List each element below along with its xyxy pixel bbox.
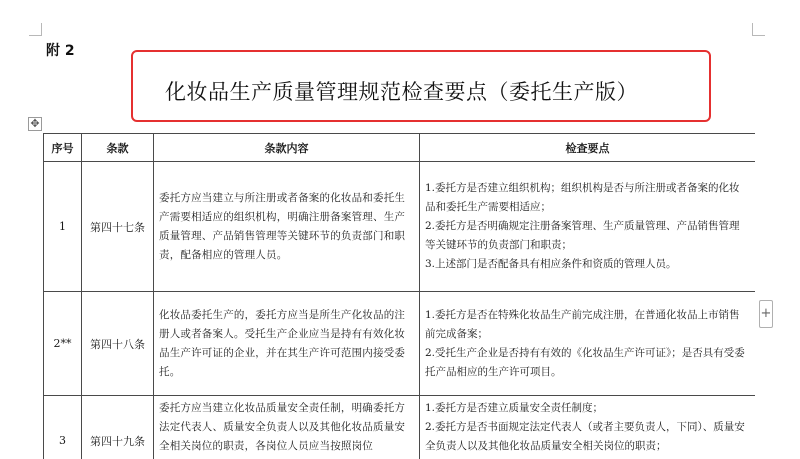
inspection-table <box>43 133 755 459</box>
header-points: 检查要点 <box>420 134 756 162</box>
margin-corner-mark <box>29 23 42 36</box>
check-point: 1.委托方是否建立组织机构；组织机构是否与所注册或者备案的化妆品和委托生产需要相适应； <box>425 182 740 213</box>
inspection-table-container <box>43 133 755 459</box>
row-article[interactable]: 第四十七条 <box>82 162 154 292</box>
row-content[interactable]: 委托方应当建立与所注册或者备案的化妆品和委托生产需要相适应的组织机构，明确注册备案管理、生产质量管理、产品销售管理等关键环节的负责部门和职责，配备相应的管理人员。 <box>154 162 420 292</box>
row-content[interactable]: 化妆品委托生产的，委托方应当是所生产化妆品的注册人或者备案人。受托生产企业应当是持有有效化妆品生产许可证的企业，并在其生产许可范围内接受委托。 <box>154 292 420 396</box>
table-move-handle-icon[interactable]: ✥ <box>28 117 42 131</box>
check-point: 2.受托生产企业是否持有有效的《化妆品生产许可证》；是否具有受委托产品相应的生产许可项目。 <box>425 346 745 378</box>
table-row <box>44 396 756 459</box>
row-points[interactable] <box>420 162 756 292</box>
margin-corner-mark <box>752 23 765 36</box>
header-article: 条款 <box>82 134 154 162</box>
row-content[interactable]: 委托方应当建立化妆品质量安全责任制，明确委托方法定代表人、质量安全负责人以及其他化妆品质量安全相关岗位的职责，各岗位人员应当按照岗位 <box>154 396 420 459</box>
row-points[interactable] <box>420 396 756 459</box>
check-point: 2.委托方是否明确规定注册备案管理、生产质量管理、产品销售管理等关键环节的负责部门和职责； <box>425 220 740 251</box>
document-title: 化妆品生产质量管理规范检查要点（委托生产版） <box>165 80 638 104</box>
add-column-button[interactable]: + <box>759 300 773 328</box>
row-no[interactable]: 3 <box>44 396 82 459</box>
row-article[interactable]: 第四十八条 <box>82 292 154 396</box>
check-point: 3.上述部门是否配备具有相应条件和资质的管理人员。 <box>425 258 677 270</box>
table-row <box>44 162 756 292</box>
check-point: 1.委托方是否建立质量安全责任制度； <box>425 402 604 414</box>
table-header-row <box>44 134 756 162</box>
attachment-label: 附 2 <box>46 43 75 59</box>
check-point: 1.委托方是否在特殊化妆品生产前完成注册，在普通化妆品上市销售前完成备案； <box>425 308 740 340</box>
header-content: 条款内容 <box>154 134 420 162</box>
row-article[interactable]: 第四十九条 <box>82 396 154 459</box>
table-row <box>44 292 756 396</box>
row-points[interactable] <box>420 292 756 396</box>
check-point: 2.委托方是否书面规定法定代表人（或者主要负责人，下同）、质量安全负责人以及其他化妆品质量安全相关岗位的职责； <box>425 421 745 452</box>
row-no[interactable]: 2** <box>44 292 82 396</box>
row-no[interactable]: 1 <box>44 162 82 292</box>
header-no: 序号 <box>44 134 82 162</box>
